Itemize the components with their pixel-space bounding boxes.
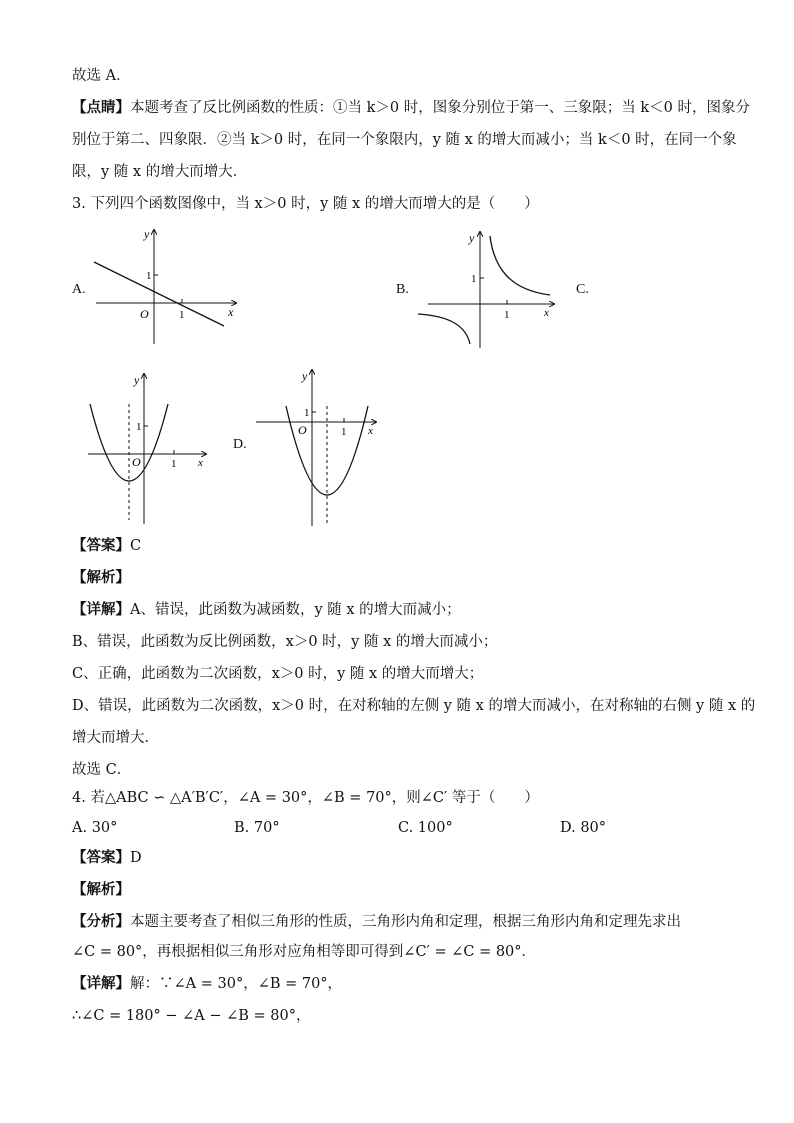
note-body: 本题考查了反比例函数的性质：①当 k＞0 时，图象分别位于第一、三象限；当 k＜0 时，图象分 bbox=[130, 100, 750, 116]
tick-y-label: 1 bbox=[471, 273, 477, 285]
detail-3-d2: 增大而增大． bbox=[72, 730, 159, 746]
y-label: y bbox=[134, 373, 140, 387]
option-c: C. 100° bbox=[398, 820, 453, 836]
detail-3-b: B、错误，此函数为反比例函数，x＞0 时，y 随 x 的增大而减小； bbox=[72, 634, 498, 650]
detail-3-a bbox=[72, 600, 461, 620]
detail-text: 解：∵∠A = 30°，∠B = 70°， bbox=[130, 976, 343, 992]
hyperbola-branch-2 bbox=[418, 314, 470, 344]
analysis-tag: 【分析】 bbox=[72, 913, 130, 930]
graph-c bbox=[84, 370, 214, 530]
hyperbola-branch-1 bbox=[490, 236, 550, 295]
graph-label-d: D. bbox=[233, 437, 247, 452]
graph-label-b: B. bbox=[396, 282, 409, 297]
y-label: y bbox=[144, 227, 150, 241]
answer-value: C bbox=[130, 538, 142, 554]
line-select-a: 故选 A． bbox=[72, 68, 131, 84]
graph-a bbox=[88, 224, 248, 348]
detail-4-line-1 bbox=[72, 974, 342, 994]
detail-4-line-2: ∴∠C = 180° − ∠A − ∠B = 80°， bbox=[72, 1008, 311, 1024]
x-label: x bbox=[544, 307, 549, 319]
tick-y-label: 1 bbox=[146, 270, 152, 282]
origin-label: O bbox=[132, 455, 141, 469]
graph-d bbox=[252, 366, 382, 530]
origin-label: O bbox=[140, 307, 149, 321]
x-label: x bbox=[198, 457, 203, 469]
answer-tag: 【答案】 bbox=[72, 849, 130, 866]
analysis-4-line-1 bbox=[72, 912, 681, 932]
detail-tag: 【详解】 bbox=[72, 975, 130, 992]
tick-x-label: 1 bbox=[341, 426, 347, 438]
x-label: x bbox=[228, 305, 234, 319]
analysis-3-tag: 【解析】 bbox=[72, 569, 130, 586]
graph-label-a: A. bbox=[72, 282, 86, 297]
option-a: A. 30° bbox=[72, 820, 118, 836]
select-c: 故选 C． bbox=[72, 762, 132, 778]
tick-y-label: 1 bbox=[304, 407, 310, 419]
tick-x-label: 1 bbox=[504, 309, 510, 321]
question-3: 3. 下列四个函数图像中，当 x＞0 时，y 随 x 的增大而增大的是（ ） bbox=[72, 196, 539, 212]
origin-label: O bbox=[298, 423, 307, 437]
detail-3-c: C、正确，此函数为二次函数，x＞0 时，y 随 x 的增大而增大； bbox=[72, 666, 484, 682]
note-tag: 【点睛】 bbox=[72, 99, 130, 116]
x-label: x bbox=[368, 425, 373, 437]
analysis-4-line-2: ∠C = 80°，再根据相似三角形对应角相等即可得到∠C′ = ∠C = 80°． bbox=[72, 944, 537, 960]
graph-label-c: C. bbox=[576, 282, 589, 297]
tick-y-label: 1 bbox=[136, 421, 142, 433]
tick-x-label: 1 bbox=[179, 309, 185, 321]
graph-b bbox=[414, 228, 564, 352]
note-line-1 bbox=[72, 98, 750, 118]
detail-text: A、错误，此函数为减函数，y 随 x 的增大而减小； bbox=[130, 602, 461, 618]
answer-value: D bbox=[130, 850, 142, 866]
analysis-text: 本题主要考查了相似三角形的性质，三角形内角和定理，根据三角形内角和定理先求出 bbox=[130, 914, 681, 930]
tick-x-label: 1 bbox=[171, 458, 177, 470]
option-b: B. 70° bbox=[234, 820, 280, 836]
option-d: D. 80° bbox=[560, 820, 607, 836]
function-line bbox=[94, 262, 224, 326]
note-line-2: 别位于第二、四象限．②当 k＞0 时，在同一个象限内，y 随 x 的增大而减小；当 k＜0 时，在同一个象 bbox=[72, 132, 737, 148]
analysis-4-tag: 【解析】 bbox=[72, 881, 130, 898]
y-label: y bbox=[302, 369, 308, 383]
note-line-3: 限，y 随 x 的增大而增大． bbox=[72, 164, 248, 180]
question-4: 4. 若△ABC ∽ △A′B′C′，∠A = 30°，∠B = 70°，则∠C′ 等于（ ） bbox=[72, 790, 539, 806]
answer-4 bbox=[72, 848, 142, 868]
answer-3 bbox=[72, 536, 141, 556]
answer-tag: 【答案】 bbox=[72, 537, 130, 554]
detail-3-d: D、错误，此函数为二次函数，x＞0 时，在对称轴的左侧 y 随 x 的增大而减小，在对称轴的右侧 y 随 x 的 bbox=[72, 698, 756, 714]
y-label: y bbox=[469, 231, 475, 245]
detail-tag: 【详解】 bbox=[72, 601, 130, 618]
